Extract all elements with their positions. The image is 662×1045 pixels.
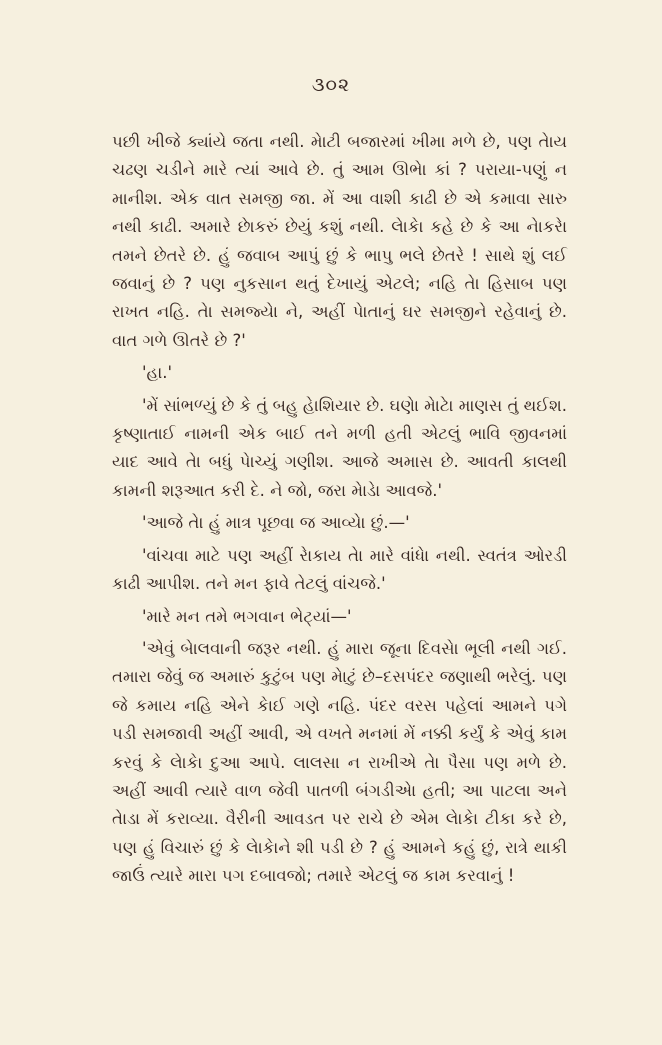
- paragraph-4: 'આજે તેા હું માત્ર પૂછવા જ આવ્યેા છું.—': [142, 513, 410, 533]
- paragraph-3: 'મેં સાંભળ્યું છે કે તું બહુ હેાશિયાર છે. ઘણેા મેાટેા માણસ તું થઈશ. કૃષ્ણાતાઈ નામની એક બાઈ તને મળી હતી એટલું ભાવિ જીવનમાં યાદ આવે તેા બધું પેાચ્યું ગણીશ. આજે અમાસ છે. આવતી કાલથી કામની શરૂઆત કરી દે. ને જો, જરા મેાડેા આવજે.': [112, 395, 567, 500]
- page-number: ૩૦૨: [311, 74, 351, 96]
- paragraph-7: 'એવું બેાલવાની જરૂર નથી. હું મારા જૂના દિવસેા ભૂલી નથી ગઈ. તમારા જેવું જ અમારું કુટુંબ પણ મેાટું છે–દસપંદર જણાથી ભરેલું. પણ જે કમાય નહિ એને કેાઈ ગણે નહિ. પંદર વરસ પહેલાં આમને પગે પડી સમજાવી અહીં આવી, એ વખતે મનમાં મેં નક્કી કર્યું કે એવું કામ કરવું કે લેાકેા દુઆ આપે. લાલસા ન રાખીએ તેા પૈસા પણ મળે છે. અહીં આવી ત્યારે વાળ જેવી પાતળી બંગડીએા હતી; આ પાટલા અને તેાડા મેં કરાવ્યા. વૈરીની આવડત પર રાચે છે એમ લેાકેા ટીકા કરે છે, પણ હું વિચારું છું કે લેાકેાને શી પડી છે ? હું આમને કહું છું, રાત્રે થાકી જાઉં ત્યારે મારા પગ દબાવજો; તમારે એટલું જ કામ કરવાનું !: [112, 638, 567, 886]
- paragraph-6: 'મારે મન તમે ભગવાન ભેટ્યાં—': [142, 606, 352, 626]
- page-body-text: [112, 128, 567, 891]
- paragraph-5: 'વાંચવા માટે પણ અહીં રેાકાય તેા મારે વાંધેા નથી. સ્વતંત્ર ઓરડી કાઢી આપીશ. તને મન ફાવે તેટલું વાંચજે.': [112, 545, 567, 594]
- paragraph-1: પછી ખીજે ક્યાંયે જતા નથી. મેાટી બજારમાં ખીમા મળે છે, પણ તેાય ચઢણ ચડીને મારે ત્યાં આવે છે. તું આમ ઊભેા કાં ? પરાયા-પણું ન માનીશ. એક વાત સમજી જા. મેં આ વાશી કાઢી છે એ કમાવા સારુ નથી કાઢી. અમારે છેાકરું છેયું કશું નથી. લેાકેા કહે છે કે આ નેાકરેા તમને છેતરે છે. હું જવાબ આપું છું કે ભાપુ ભલે છેતરે ! સાથે શું લઈ જવાનું છે ? પણ નુકસાન થતું દેખાયું એટલે; નહિ તેા હિસાબ પણ રાખત નહિ. તેા સમજ્યેા ને, અહીં પેાતાનું ઘર સમજીને રહેવાનું છે. વાત ગળે ઊતરે છે ?': [112, 132, 567, 350]
- paragraph-2: 'હા.': [142, 363, 173, 383]
